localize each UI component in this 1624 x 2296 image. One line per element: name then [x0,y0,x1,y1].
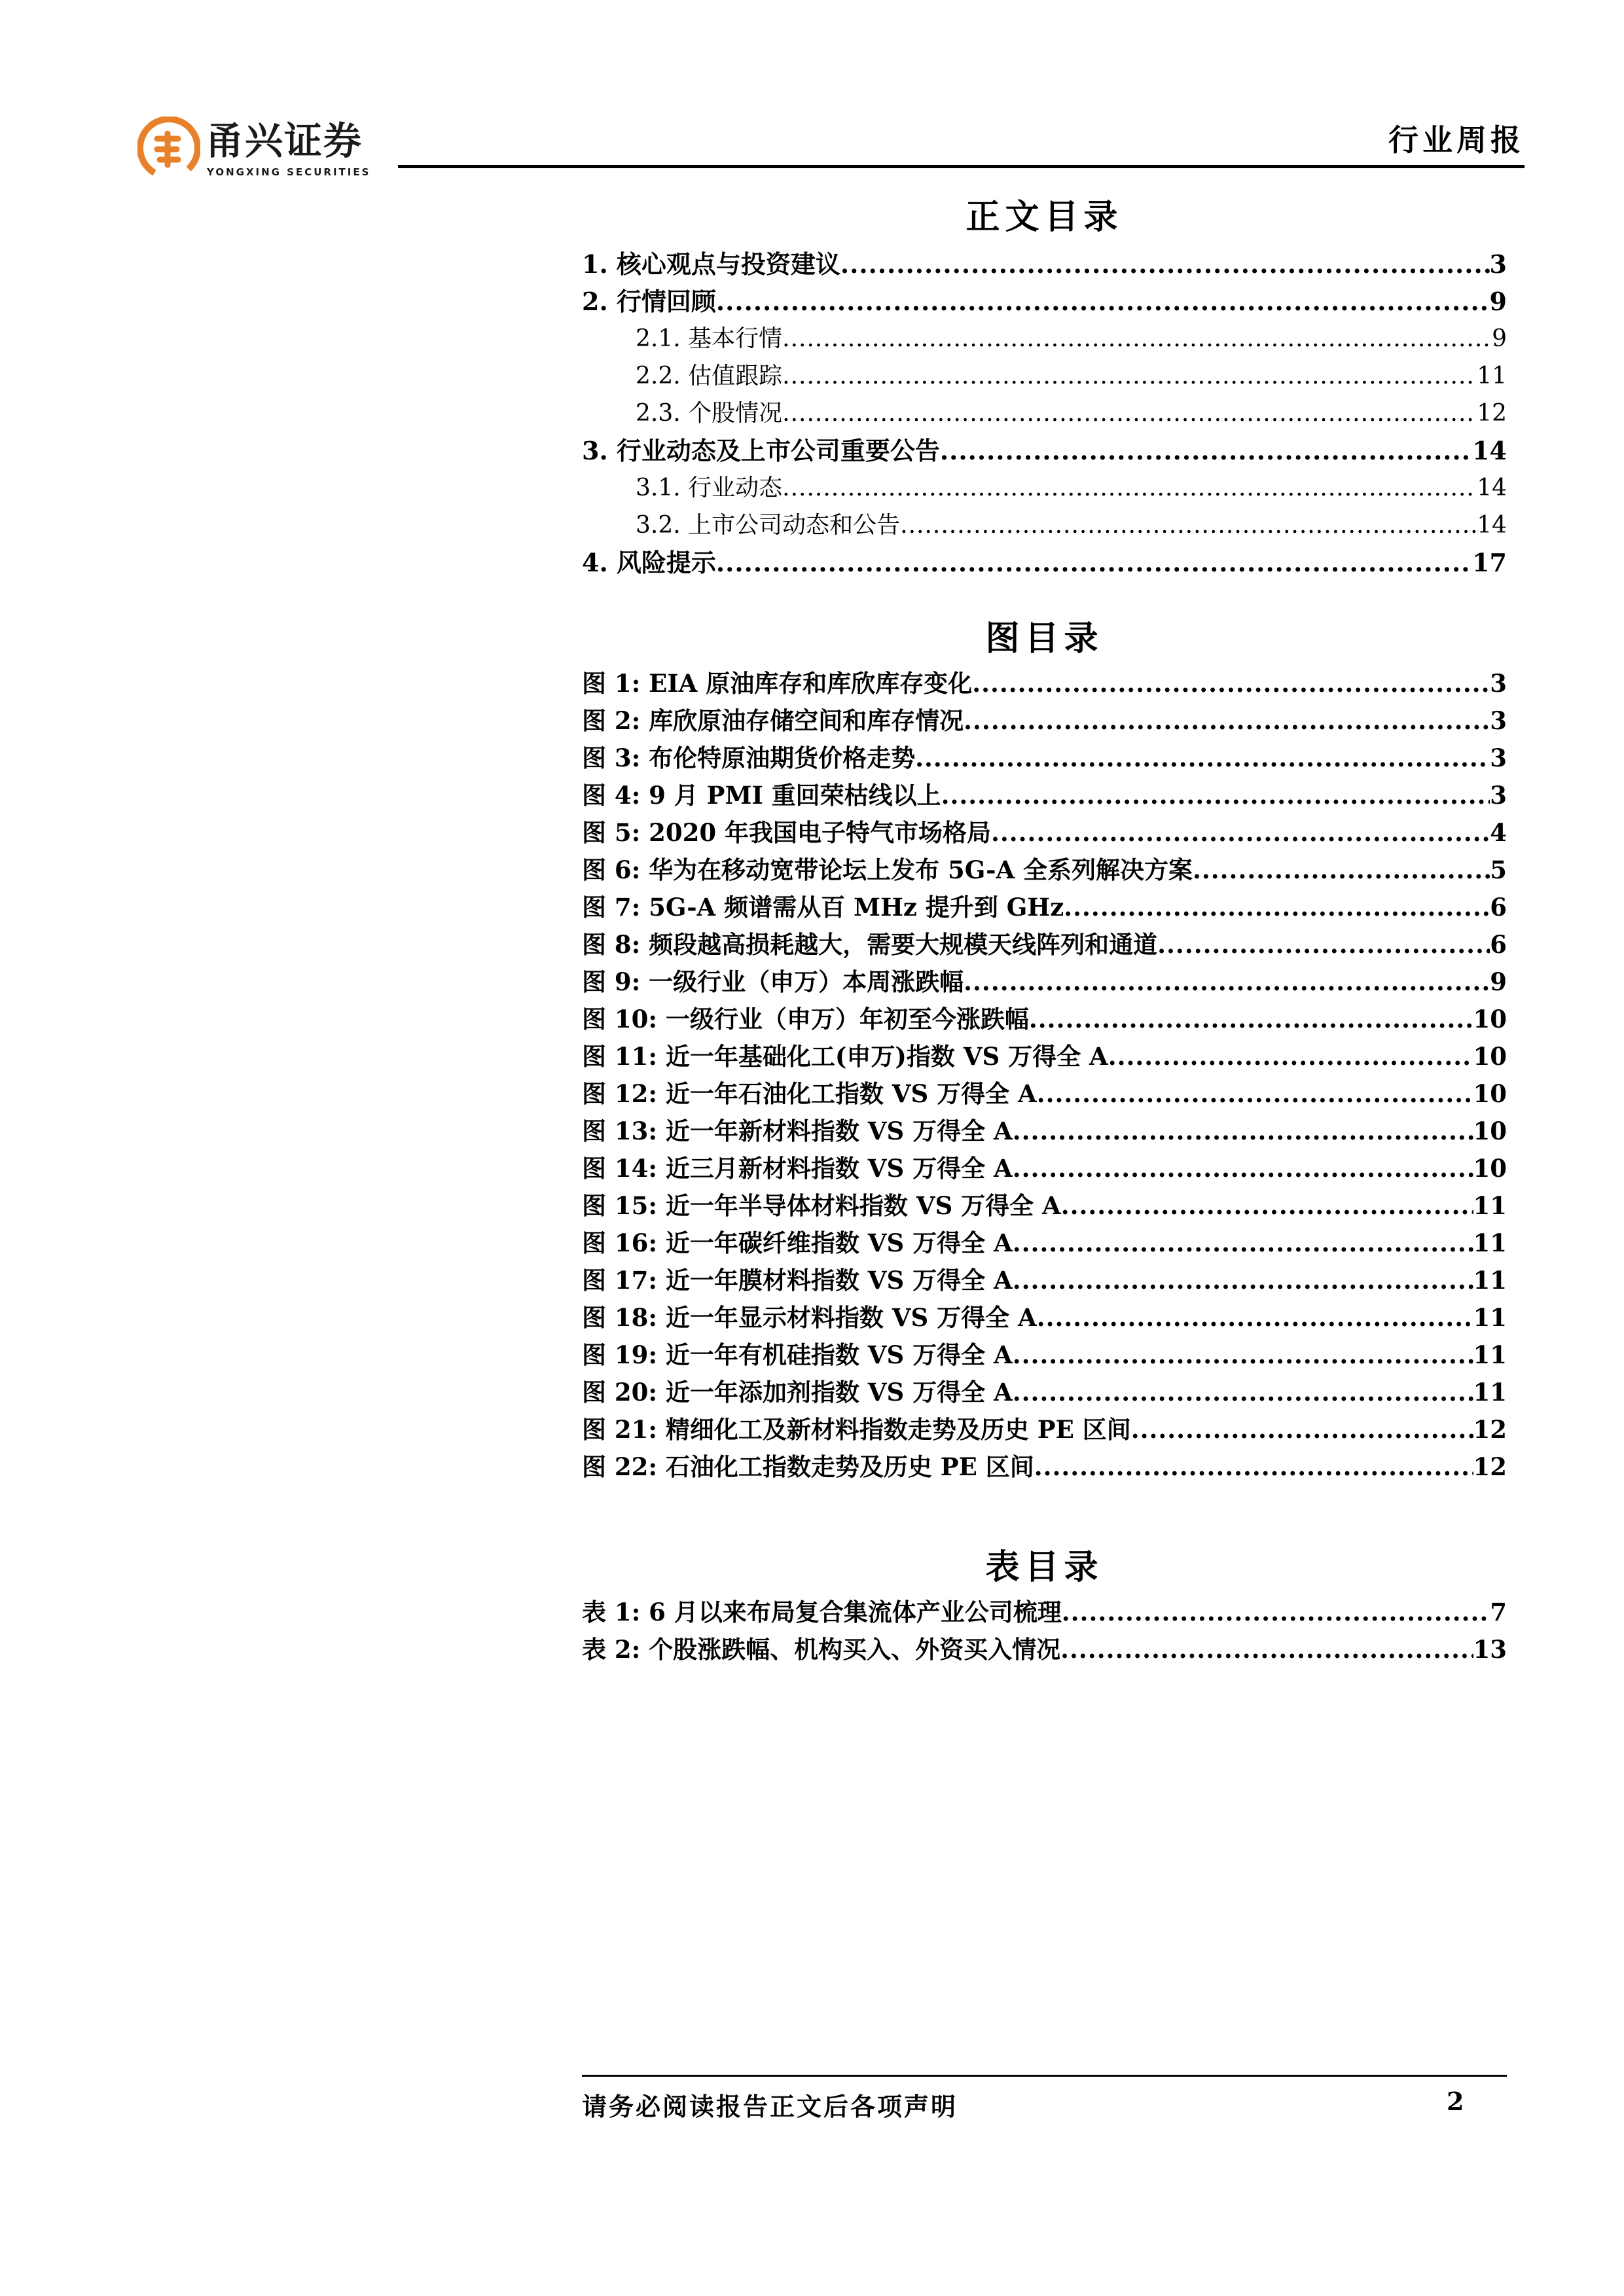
dot-leader [782,357,1477,395]
toc-entry-page: 14 [1477,475,1507,501]
toc-entry-label: 3.1. 行业动态 [636,475,783,501]
toc-entry-page: 17 [1472,548,1507,577]
figure-entry-page: 6 [1490,893,1507,922]
figure-entry[interactable] [582,852,1507,889]
figure-entry-page: 6 [1490,930,1507,959]
dot-leader [991,814,1490,852]
toc-entry-label: 1. 核心观点与投资建议 [582,249,840,279]
dot-leader [1037,1299,1473,1336]
figure-entry-label: 图 22: 石油化工指数走势及历史 PE 区间 [582,1452,1034,1481]
dot-leader [1013,1225,1473,1262]
dot-leader [840,245,1490,283]
figure-entry-label: 图 19: 近一年有机硅指数 VS 万得全 A [582,1340,1013,1369]
company-logo [137,117,386,188]
figure-entry-page: 3 [1490,744,1507,772]
figure-entry-page: 11 [1473,1191,1507,1220]
toc-entry[interactable] [582,544,1507,581]
figure-entry-label: 图 2: 库欣原油存储空间和库存情况 [582,706,964,735]
toc-subentry[interactable] [582,469,1507,507]
table-entry[interactable] [582,1594,1507,1631]
tables-list [582,1594,1507,1668]
toc-subentry[interactable] [582,507,1507,544]
figure-entry-label: 图 20: 近一年添加剂指数 VS 万得全 A [582,1378,1013,1407]
contents-list [582,245,1507,581]
figure-entry[interactable] [582,1187,1507,1225]
toc-entry-page: 9 [1489,287,1507,316]
dot-leader [940,432,1472,469]
figure-entry-label: 图 16: 近一年碳纤维指数 VS 万得全 A [582,1229,1013,1257]
dot-leader [782,469,1477,507]
figure-entry-label: 图 21: 精细化工及新材料指数走势及历史 PE 区间 [582,1415,1131,1444]
table-entry-label: 表 1: 6 月以来布局复合集流体产业公司梳理 [582,1598,1062,1626]
figure-entry[interactable] [582,1225,1507,1262]
toc-entry[interactable] [582,432,1507,469]
tables-title: 表目录 [985,1547,1104,1587]
figure-entry[interactable] [582,926,1507,963]
figure-entry-page: 12 [1473,1452,1507,1481]
figure-entry-label: 图 14: 近三月新材料指数 VS 万得全 A [582,1154,1013,1183]
figure-entry[interactable] [582,963,1507,1001]
table-entry-page: 13 [1473,1635,1507,1664]
figure-entry-page: 11 [1473,1378,1507,1407]
yongxing-logo-icon [137,117,200,179]
dot-leader [900,507,1477,544]
dot-leader [964,963,1490,1001]
toc-entry-label: 3. 行业动态及上市公司重要公告 [582,436,940,465]
figure-entry[interactable] [582,1299,1507,1336]
figure-entry[interactable] [582,1336,1507,1374]
figure-entry-label: 图 9: 一级行业（申万）本周涨跌幅 [582,967,964,996]
figure-entry[interactable] [582,1075,1507,1113]
figure-entry-label: 图 8: 频段越高损耗越大，需要大规模天线阵列和通道 [582,930,1158,959]
figure-entry[interactable] [582,1448,1507,1486]
figure-entry-page: 4 [1490,818,1507,847]
toc-subentry[interactable] [582,357,1507,395]
figure-entry-label: 图 17: 近一年膜材料指数 VS 万得全 A [582,1266,1013,1295]
logo-english-name: YONGXING SECURITIES [207,166,371,178]
figure-entry-page: 11 [1473,1340,1507,1369]
dot-leader [782,320,1492,357]
toc-entry[interactable] [582,283,1507,320]
page-number: 2 [1447,2087,1464,2116]
footer-divider [582,2075,1507,2077]
footer-disclaimer: 请务必阅读报告正文后各项声明 [582,2092,958,2121]
figure-entry-label: 图 1: EIA 原油库存和库欣库存变化 [582,669,973,698]
figure-entry-label: 图 11: 近一年基础化工(申万)指数 VS 万得全 A [582,1042,1108,1071]
figure-entry-label: 图 3: 布伦特原油期货价格走势 [582,744,916,772]
figure-entry[interactable] [582,1113,1507,1150]
dot-leader [1037,1075,1473,1113]
toc-entry-page: 9 [1492,325,1507,352]
figure-entry-page: 9 [1490,967,1507,996]
figure-entry-page: 3 [1490,669,1507,698]
figures-title: 图目录 [985,619,1104,658]
dot-leader [972,665,1490,702]
figure-entry-page: 10 [1473,1079,1507,1108]
toc-entry[interactable] [582,245,1507,283]
dot-leader [1013,1150,1473,1187]
figure-entry-label: 图 15: 近一年半导体材料指数 VS 万得全 A [582,1191,1061,1220]
figure-entry-page: 10 [1473,1154,1507,1183]
figure-entry[interactable] [582,1001,1507,1038]
figure-entry[interactable] [582,1411,1507,1448]
toc-entry-page: 14 [1477,512,1507,539]
dot-leader [1157,926,1490,963]
figure-entry-page: 11 [1473,1266,1507,1295]
toc-entry-label: 2.3. 个股情况 [636,400,783,427]
toc-entry-page: 11 [1477,363,1507,389]
dot-leader [716,283,1490,320]
dot-leader [1013,1113,1473,1150]
toc-entry-page: 3 [1489,249,1507,279]
dot-leader [1131,1411,1473,1448]
figure-entry-label: 图 6: 华为在移动宽带论坛上发布 5G-A 全系列解决方案 [582,855,1193,884]
figure-entry-label: 图 5: 2020 年我国电子特气市场格局 [582,818,992,847]
figure-entry-label: 图 10: 一级行业（申万）年初至今涨跌幅 [582,1005,1029,1033]
toc-entry-label: 4. 风险提示 [582,548,716,577]
figure-entry[interactable] [582,1038,1507,1075]
figure-entry-label: 图 4: 9 月 PMI 重回荣枯线以上 [582,781,941,810]
dot-leader [1013,1336,1473,1374]
figure-entry[interactable] [582,665,1507,702]
dot-leader [1029,1001,1473,1038]
figure-entry[interactable] [582,1150,1507,1187]
figure-entry-page: 10 [1473,1005,1507,1033]
dot-leader [964,702,1490,740]
figure-entry-page: 12 [1473,1415,1507,1444]
dot-leader [915,740,1490,777]
figure-entry-label: 图 13: 近一年新材料指数 VS 万得全 A [582,1117,1013,1145]
toc-entry-page: 14 [1472,436,1507,465]
dot-leader [1013,1262,1473,1299]
figure-entry[interactable] [582,1262,1507,1299]
toc-entry-page: 12 [1477,400,1507,427]
dot-leader [941,777,1490,814]
dot-leader [782,395,1477,432]
dot-leader [1013,1374,1473,1411]
dot-leader [1108,1038,1473,1075]
dot-leader [1060,1631,1473,1668]
table-entry-label: 表 2: 个股涨跌幅、机构买入、外资买入情况 [582,1635,1061,1664]
dot-leader [716,544,1472,581]
toc-entry-label: 2. 行情回顾 [582,287,716,316]
figure-entry-page: 11 [1473,1303,1507,1332]
dot-leader [1034,1448,1473,1486]
figure-entry[interactable] [582,1374,1507,1411]
figure-entry-page: 3 [1490,706,1507,735]
dot-leader [1193,852,1490,889]
toc-entry-label: 3.2. 上市公司动态和公告 [636,512,901,539]
toc-subentry[interactable] [582,395,1507,432]
figure-entry-page: 5 [1490,855,1507,884]
dot-leader [1061,1187,1473,1225]
figure-entry[interactable] [582,740,1507,777]
figure-entry[interactable] [582,814,1507,852]
header-divider [398,165,1525,168]
logo-chinese-name: 甬兴证券 [206,118,363,163]
toc-entry-label: 2.1. 基本行情 [636,325,783,352]
report-type-label: 行业周报 [1388,122,1525,158]
table-entry-page: 7 [1490,1598,1507,1626]
toc-entry-label: 2.2. 估值跟踪 [636,363,783,389]
figure-entry-page: 10 [1473,1117,1507,1145]
figure-entry-page: 3 [1490,781,1507,810]
dot-leader [1064,889,1490,926]
figures-list [582,665,1507,1486]
figure-entry-label: 图 7: 5G-A 频谱需从百 MHz 提升到 GHz [582,893,1064,922]
figure-entry-page: 11 [1473,1229,1507,1257]
figure-entry[interactable] [582,777,1507,814]
figure-entry[interactable] [582,889,1507,926]
figure-entry-label: 图 12: 近一年石油化工指数 VS 万得全 A [582,1079,1037,1108]
figure-entry-label: 图 18: 近一年显示材料指数 VS 万得全 A [582,1303,1037,1332]
figure-entry[interactable] [582,702,1507,740]
contents-title: 正文目录 [965,197,1123,237]
toc-subentry[interactable] [582,320,1507,357]
table-entry[interactable] [582,1631,1507,1668]
figure-entry-page: 10 [1473,1042,1507,1071]
dot-leader [1062,1594,1490,1631]
